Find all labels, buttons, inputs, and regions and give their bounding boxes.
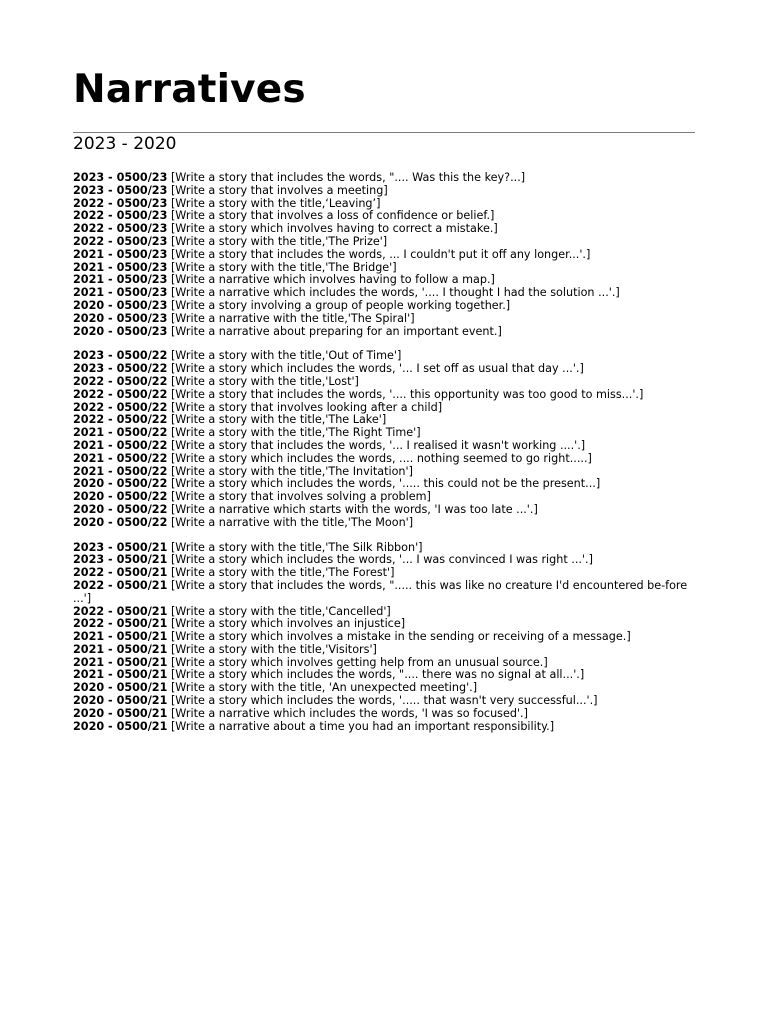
entry-prompt: [Write a story with the title,'Lost'] bbox=[170, 374, 359, 388]
entry-prompt: [Write a story which involves a mistake in the sending or receiving of a message.] bbox=[170, 630, 631, 644]
entry-code: 2020 - 0500/23 bbox=[73, 324, 168, 338]
entry-prompt: [Write a narrative with the title,'The Moon'] bbox=[170, 515, 414, 529]
entry-line bbox=[73, 326, 695, 339]
entry-prompt: [Write a story with the title,‘Leaving’] bbox=[170, 196, 381, 210]
entry-prompt: [Write a story which includes the words, '... I was convinced I was right ...'.] bbox=[170, 553, 593, 567]
entry-code: 2021 - 0500/21 bbox=[73, 642, 168, 656]
entry-line bbox=[73, 721, 695, 734]
entry-prompt: [Write a narrative which includes the words, '.... I thought I had the solution ...'.] bbox=[170, 286, 620, 300]
entry-code: 2022 - 0500/23 bbox=[73, 209, 168, 223]
entry-code: 2021 - 0500/23 bbox=[73, 260, 168, 274]
entry-prompt: [Write a narrative about preparing for an important event.] bbox=[170, 324, 502, 338]
entry-prompt: [Write a narrative about a time you had an important responsibility.] bbox=[170, 719, 555, 733]
entry-prompt: [Write a story that involves a loss of confidence or belief.] bbox=[170, 209, 495, 223]
entry-line bbox=[73, 517, 695, 530]
entry-prompt: [Write a story with the title,'Out of Time'] bbox=[170, 349, 402, 363]
entry-prompt: [Write a narrative which starts with the words, 'I was too late ...'.] bbox=[170, 502, 538, 516]
entry-prompt: [Write a story which involves getting help from an unusual source.] bbox=[170, 655, 548, 669]
entry-prompt: [Write a story which includes the words, ".... there was no signal at all...'.] bbox=[170, 668, 585, 682]
entry-code: 2020 - 0500/22 bbox=[73, 477, 168, 491]
entry-line bbox=[73, 580, 695, 606]
page-title: Narratives bbox=[73, 67, 306, 112]
entry-prompt: [Write a story which involves having to correct a mistake.] bbox=[170, 222, 498, 236]
entry-code: 2021 - 0500/21 bbox=[73, 668, 168, 682]
page-subtitle: 2023 - 2020 bbox=[73, 134, 177, 154]
entry-code: 2020 - 0500/23 bbox=[73, 298, 168, 312]
entry-code: 2023 - 0500/21 bbox=[73, 540, 168, 554]
entry-code: 2022 - 0500/23 bbox=[73, 234, 168, 248]
entry-prompt: [Write a story that involves looking after a child] bbox=[170, 400, 443, 414]
entry-prompt: [Write a story with the title,'The Forest'] bbox=[170, 566, 395, 580]
entry-code: 2022 - 0500/21 bbox=[73, 566, 168, 580]
entry-prompt: [Write a story that involves a meeting] bbox=[170, 183, 388, 197]
entry-prompt: [Write a story that includes the words, "..... this was like no creature I'd encountered be-fore ...'] bbox=[73, 578, 688, 605]
entry-group bbox=[73, 350, 695, 529]
entry-prompt: [Write a story with the title,'Cancelled'] bbox=[170, 604, 391, 618]
entry-prompt: [Write a story with the title,'The Invitation'] bbox=[170, 464, 413, 478]
entry-code: 2022 - 0500/22 bbox=[73, 387, 168, 401]
entry-code: 2020 - 0500/22 bbox=[73, 502, 168, 516]
entry-code: 2020 - 0500/21 bbox=[73, 719, 168, 733]
entry-prompt: [Write a story involving a group of people working together.] bbox=[170, 298, 511, 312]
entry-prompt: [Write a story which includes the words, '..... this could not be the present...] bbox=[170, 477, 601, 491]
entry-code: 2022 - 0500/22 bbox=[73, 400, 168, 414]
entry-prompt: [Write a story that includes the words, '.... this opportunity was too good to miss...'.] bbox=[170, 387, 644, 401]
title-divider bbox=[73, 132, 695, 133]
entry-code: 2021 - 0500/22 bbox=[73, 451, 168, 465]
entry-prompt: [Write a story with the title,'The Right Time'] bbox=[170, 426, 421, 440]
entry-code: 2023 - 0500/22 bbox=[73, 362, 168, 376]
entry-prompt: [Write a story with the title, 'An unexpected meeting'.] bbox=[170, 681, 478, 695]
entry-code: 2020 - 0500/22 bbox=[73, 515, 168, 529]
entry-prompt: [Write a story which includes the words, .... nothing seemed to go right.....] bbox=[170, 451, 592, 465]
entry-code: 2023 - 0500/23 bbox=[73, 183, 168, 197]
entry-prompt: [Write a story that involves solving a problem] bbox=[170, 490, 431, 504]
entry-code: 2020 - 0500/21 bbox=[73, 706, 168, 720]
entry-prompt: [Write a narrative which involves having to follow a map.] bbox=[170, 273, 495, 287]
entry-code: 2021 - 0500/22 bbox=[73, 426, 168, 440]
entry-code: 2021 - 0500/21 bbox=[73, 655, 168, 669]
entry-code: 2020 - 0500/22 bbox=[73, 490, 168, 504]
entry-code: 2022 - 0500/23 bbox=[73, 222, 168, 236]
entry-group bbox=[73, 172, 695, 338]
entry-prompt: [Write a story with the title,'The Lake'] bbox=[170, 413, 387, 427]
entry-code: 2021 - 0500/21 bbox=[73, 630, 168, 644]
entry-prompt: [Write a story that includes the words, ... I couldn't put it off any longer...'.] bbox=[170, 247, 591, 261]
entry-code: 2023 - 0500/23 bbox=[73, 171, 168, 184]
entry-group bbox=[73, 542, 695, 734]
entry-code: 2021 - 0500/22 bbox=[73, 438, 168, 452]
entry-prompt: [Write a story with the title,'The Bridge'] bbox=[170, 260, 397, 274]
entry-code: 2022 - 0500/22 bbox=[73, 374, 168, 388]
entry-code: 2021 - 0500/22 bbox=[73, 464, 168, 478]
entry-code: 2021 - 0500/23 bbox=[73, 247, 168, 261]
entry-prompt: [Write a narrative with the title,'The Spiral'] bbox=[170, 311, 415, 325]
entry-code: 2022 - 0500/21 bbox=[73, 604, 168, 618]
entry-code: 2022 - 0500/22 bbox=[73, 413, 168, 427]
entry-code: 2022 - 0500/21 bbox=[73, 578, 168, 592]
entry-code: 2020 - 0500/21 bbox=[73, 681, 168, 695]
entry-prompt: [Write a story with the title,'The Prize'] bbox=[170, 234, 388, 248]
entry-prompt: [Write a story which includes the words, '... I set off as usual that day ...'.] bbox=[170, 362, 584, 376]
entry-code: 2022 - 0500/23 bbox=[73, 196, 168, 210]
entry-code: 2021 - 0500/23 bbox=[73, 286, 168, 300]
entry-prompt: [Write a story which includes the words, '..... that wasn't very successful...'.] bbox=[170, 694, 598, 708]
entry-code: 2022 - 0500/21 bbox=[73, 617, 168, 631]
entry-prompt: [Write a story which involves an injustice] bbox=[170, 617, 406, 631]
entry-prompt: [Write a story that includes the words, '... I realised it wasn't working ....'.] bbox=[170, 438, 586, 452]
entry-prompt: [Write a narrative which includes the words, 'I was so focused'.] bbox=[170, 706, 528, 720]
entry-code: 2020 - 0500/23 bbox=[73, 311, 168, 325]
entry-code: 2020 - 0500/21 bbox=[73, 694, 168, 708]
entry-code: 2021 - 0500/23 bbox=[73, 273, 168, 287]
entry-prompt: [Write a story with the title,'Visitors'] bbox=[170, 642, 377, 656]
entry-code: 2023 - 0500/21 bbox=[73, 553, 168, 567]
entry-code: 2023 - 0500/22 bbox=[73, 349, 168, 363]
entry-prompt: [Write a story with the title,'The Silk Ribbon'] bbox=[170, 540, 423, 554]
entry-groups bbox=[73, 172, 695, 745]
entry-prompt: [Write a story that includes the words, ".... Was this the key?...] bbox=[170, 171, 526, 184]
